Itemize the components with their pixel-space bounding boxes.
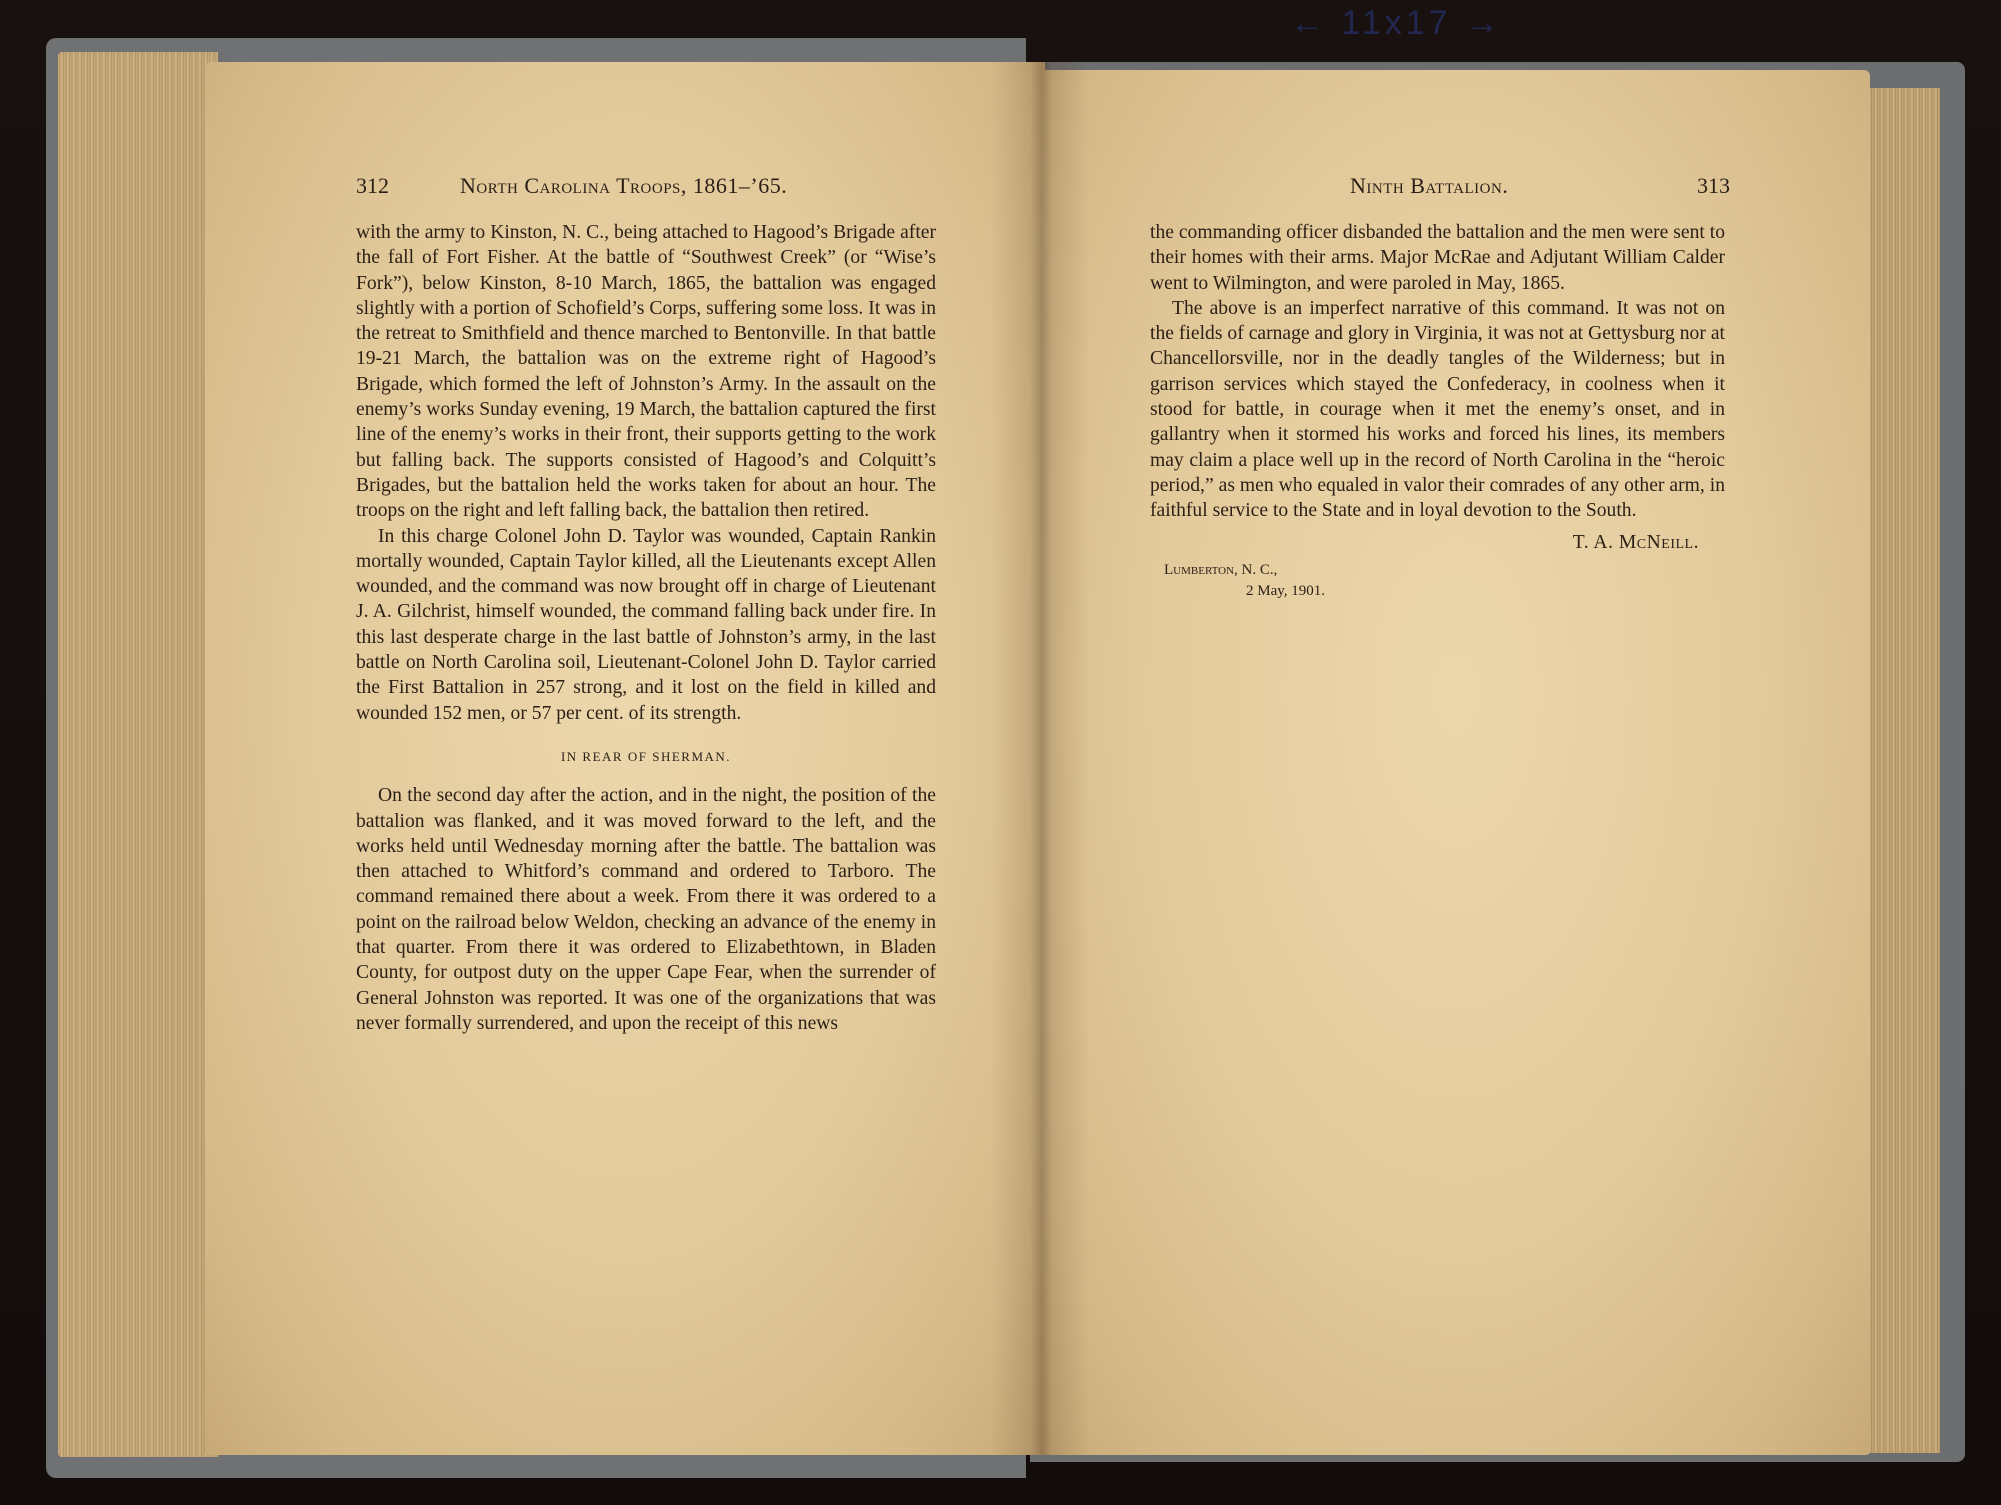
page-edges-right xyxy=(1860,88,1940,1453)
author-signature: T. A. McNeill. xyxy=(1572,531,1699,553)
right-page-number: 313 xyxy=(1697,173,1730,198)
left-running-head: North Carolina Troops, 1861–’65. xyxy=(460,173,788,198)
left-page-header xyxy=(356,173,941,209)
right-page-header xyxy=(1150,173,1730,209)
signature-date: 2 May, 1901. xyxy=(1246,582,1326,599)
right-paragraph: The above is an imperfect narrative of this command. It was not on the fields of carnage and glory in Virginia, it was not at Gettysburg nor at Chancellorsville, nor in the deadly tangles of the Wilderness; but in garrison services which stayed the Confederacy, in coolness when it stood for battle, in courage when it met the enemy’s onset, and in gallantry when it stormed his works and forced his lines, its members may claim a place well up in the record of North Carolina in the “heroic period,” as men who equaled in valor their comrades of any other arm, in faithful service to the State and in loyal devotion to the South. xyxy=(1150,297,1725,522)
right-running-head: Ninth Battalion. xyxy=(1350,173,1509,198)
left-page-number: 312 xyxy=(356,173,389,198)
left-paragraph: with the army to Kinston, N. C., being attached to Hagood’s Brigade after the fall of Fort Fisher. At the battle of “Southwest Creek” (or “Wise’s Fork”), below Kinston, 8-10 March, 1865, the battalion was engaged slightly with a portion of Schofield’s Corps, suffering some loss. It was in the retreat to Smithfield and thence marched to Bentonville. In that battle 19-21 March, the battalion was on the extreme right of Hagood’s Brigade, which formed the left of Johnston’s Army. In the assault on the enemy’s works Sunday evening, 19 March, the battalion captured the first line of the enemy’s works in their front, their supports getting to the work but falling back. The supports consisted of Hagood’s and Colquitt’s Brigades, but the battalion held the works taken for about an hour. The troops on the right and left falling back, the battalion then retired. xyxy=(356,222,936,522)
right-paragraph: the commanding officer disbanded the battalion and the men were sent to their homes with their arms. Major McRae and Adjutant William Calder went to Wilmington, and were paroled in May, 1865. xyxy=(1150,222,1725,294)
right-page-text xyxy=(1150,220,1725,601)
section-subheading: IN REAR OF SHERMAN. xyxy=(560,748,732,764)
left-paragraph: On the second day after the action, and in the night, the position of the battalion was flanked, and it was moved forward to the left, and the works held until Wednesday morning after the battle. The battalion was then attached to Whitford’s command and ordered to Tarboro. The command remained there about a week. From there it was ordered to a point on the railroad below Weldon, checking an advance of the enemy in that quarter. From there it was ordered to Elizabethtown, in Bladen County, for outpost duty on the upper Cape Fear, when the surrender of General Johnston was reported. It was one of the organizations that was never formally surrendered, and upon the receipt of this news xyxy=(356,785,936,1034)
left-paragraph: In this charge Colonel John D. Taylor was wounded, Captain Rankin mortally wounded, Captain Taylor killed, all the Lieutenants except Allen wounded, and the command was now brought off in charge of Lieutenant J. A. Gilchrist, himself wounded, the command falling back under fire. In this last desperate charge in the last battle of Johnston’s army, in the last battle on North Carolina soil, Lieutenant-Colonel John D. Taylor carried the First Battalion in 257 strong, and it lost on the field in killed and wounded 152 men, or 57 per cent. of its strength. xyxy=(356,525,936,724)
left-page-text xyxy=(356,220,936,1036)
signature-place: Lumberton, N. C., xyxy=(1164,561,1278,578)
scale-ruler-mark: ← 11x17 → xyxy=(1290,4,1504,42)
page-edges-left xyxy=(58,52,218,1457)
